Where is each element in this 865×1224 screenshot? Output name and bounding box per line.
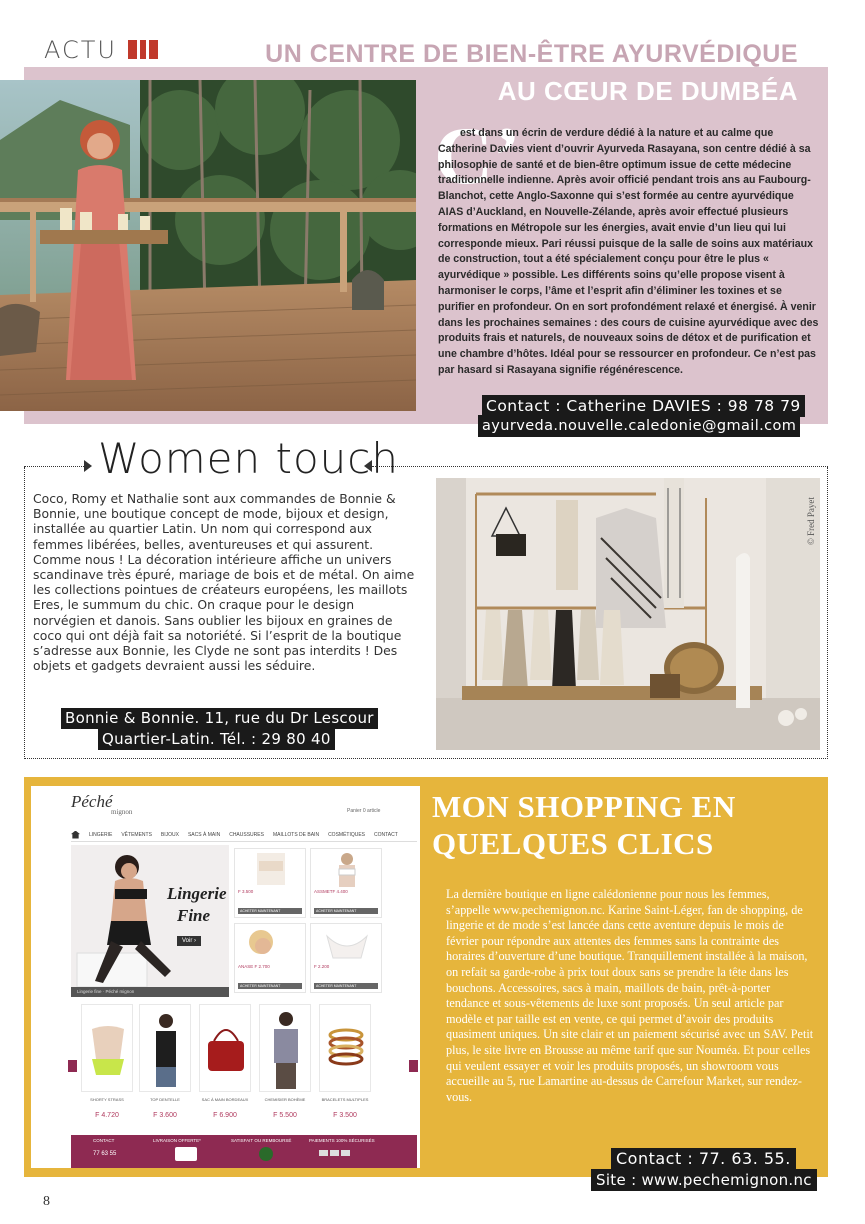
site-hero [71, 845, 229, 997]
grid-product-price: F 3.500 [238, 889, 254, 894]
frame-top-right-line [372, 466, 828, 467]
bottom-product-price: F 5.500 [273, 1112, 297, 1119]
hero-title-line1: Lingerie [167, 884, 227, 903]
footer-contact: CONTACT [93, 1138, 115, 1143]
bottom-product-image[interactable] [259, 1004, 311, 1092]
bottom-product-price: F 6.900 [213, 1112, 237, 1119]
footer-payment: PAIEMENTS 100% SÉCURISÉS [309, 1138, 375, 1143]
bottom-product-price: F 3.500 [333, 1112, 357, 1119]
page-number: 8 [43, 1194, 50, 1209]
article-body: est dans un écrin de verdure dédié à la nature et au calme que Catherine Davies vient d’ouvrir Ayurveda Rasayana, son centre dédié à sa philosophie de santé et de bien-être optimum issue de cette médecine traditionnelle indienne. Après avoir officié pendant trois ans au Faubourg-Blanchot, cette Anglo-Saxonne qui s’est formée au centre ayurvédique AIAS d’Auckland, en Nouvelle-Zélande, après avoir effectué plusieurs formations en Métropole sur les énergies, avait envie d’un lieu qui lui corresponde mieux. Pari réussi puisque de la salle de soins aux matériaux de construction, tout a été spécialement conçu pour être le plus « ayurvédique » possible. Les différents soins qu’elle propose visent à harmoniser le corps, l’âme et l’esprit afin d’éliminer les toxines et se purifier en profondeur. On en sort profondément relaxé et énergisé. À venir dans les prochaines semaines : des cours de cuisine ayurvédique avec des produits frais et naturels, de nouveaux soins de détox et de purification et une chambre d’hôtes. Idéal pour se ressourcer en profondeur. Ce n’est pas par hasard si Rasayana signifie régénérescence. [438, 127, 819, 376]
footer-delivery: LIVRAISON OFFERTE* [153, 1138, 201, 1143]
bottom-product-price: F 3.600 [153, 1112, 177, 1119]
bottom-product-image[interactable] [199, 1004, 251, 1092]
carousel-prev-button[interactable] [68, 1060, 77, 1072]
buy-button[interactable]: ACHETER MAINTENANT [314, 983, 378, 989]
payment-cards-icon [319, 1150, 350, 1156]
ayurveda-photo [0, 80, 416, 411]
grid-product[interactable] [234, 923, 306, 993]
hero-view-button[interactable]: Voir › [177, 936, 201, 946]
buy-button[interactable]: ACHETER MAINTENANT [238, 908, 302, 914]
shopping-site[interactable]: Site : www.pechemignon.nc [591, 1169, 817, 1191]
carousel-next-button[interactable] [409, 1060, 418, 1072]
arrow-right-icon [84, 460, 92, 472]
contact-phone: Contact : Catherine DAVIES : 98 78 79 [482, 395, 805, 417]
bottom-product-name: SAC À MAIN BORDEAUX [201, 1097, 249, 1102]
site-nav-item: CONTACT [374, 831, 398, 838]
site-nav-item: CHAUSSURES [229, 831, 264, 838]
bottom-product-name: BRACELETS MULTIPLES [321, 1097, 369, 1102]
bottom-product-price: F 4.720 [95, 1112, 119, 1119]
bottom-product-image[interactable] [319, 1004, 371, 1092]
grid-product[interactable] [310, 848, 382, 918]
grid-product[interactable] [234, 848, 306, 918]
site-nav-item: BIJOUX [160, 831, 179, 838]
shopping-title: MON SHOPPING EN QUELQUES CLICS [432, 789, 736, 861]
footer-sav: SATISFAIT OU REMBOURSÉ [231, 1138, 292, 1143]
boutique-address: Bonnie & Bonnie. 11, rue du Dr Lescour [61, 708, 378, 729]
site-nav-item: SACS À MAIN [187, 831, 221, 838]
grid-product-price: F 2.200 [314, 964, 330, 969]
headline-line2: AU CŒUR DE DUMBÉA [497, 76, 798, 106]
site-nav-item: LINGERIE [89, 831, 113, 838]
grid-product-price: ANASE F 2.700 [238, 964, 270, 969]
site-nav-item: VÊTEMENTS [121, 831, 152, 838]
shopping-contact: Contact : 77. 63. 55. [611, 1148, 796, 1170]
bottom-product-image[interactable] [139, 1004, 191, 1092]
site-nav-item: MAILLOTS DE BAIN [272, 831, 320, 838]
article-dropcap: C’ [434, 110, 521, 201]
truck-icon [175, 1147, 197, 1161]
site-logo-sub: mignon [111, 808, 133, 816]
section-label: ACTU [44, 36, 117, 64]
contact-email[interactable]: ayurveda.nouvelle.caledonie@gmail.com [478, 415, 800, 437]
hero-caption: Lingerie fine · Péché mignon [71, 987, 229, 997]
guarantee-badge-icon [259, 1147, 273, 1161]
site-logo: Péché [71, 792, 113, 811]
photo-credit: © Fred Payet [806, 497, 816, 545]
home-icon [71, 831, 80, 839]
boutique-photo [436, 478, 820, 750]
hero-title-line2: Fine [177, 906, 211, 925]
boutique-phone: Quartier-Latin. Tél. : 29 80 40 [98, 729, 335, 750]
grid-product-price: ASSMETF 4.400 [314, 889, 348, 894]
bottom-product-image[interactable] [81, 1004, 133, 1092]
site-footer [71, 1135, 417, 1168]
website-screenshot [31, 786, 420, 1168]
footer-phone: 77 63 55 [93, 1151, 117, 1157]
hero-title [167, 883, 227, 927]
bottom-product-name: CHEMISIER BOHÈME [264, 1097, 306, 1102]
buy-button[interactable]: ACHETER MAINTENANT [314, 908, 378, 914]
section-label-bars [128, 40, 158, 59]
shopping-body: La dernière boutique en ligne calédonienne pour nous les femmes, s’appelle www.pechemignon.nc. Karine Saint-Léger, fan de shopping, de lingerie et de mode s’est lancée dans cette aventure depuis le mois de février pour répondre aux attentes des femmes sans la contrainte des horaires d’ouverture d’une boutique. Tranquillement installée à la maison, on refait sa garde-robe à prix tout doux sans se prendre la tête dans les bouchons. Accessoires, sacs à main, maillots de bain, prêt-à-porter tendance et sous-vêtements de luxe sont proposés. Un seul article par modèle et par taille est en vente, ce qui permet d’avoir des produits quasiment uniques. Un site clair et un paiement sécurisé avec un SAV. Petit plus, le site livre en Brousse au même tarif que sur Nouméa. Et pour celles qui veulent essayer et voir les produits proposés, un showroom vous accueille au 5, rue Lamartine au-dessus de Carrefour Market, sur rendez-vous. [446, 887, 814, 1104]
frame-top-left-line [24, 466, 88, 467]
headline-line1: UN CENTRE DE BIEN-ÊTRE AYURVÉDIQUE [265, 40, 798, 68]
buy-button[interactable]: ACHETER MAINTENANT [238, 983, 302, 989]
site-nav [71, 828, 417, 842]
site-cart: Panier 0 article [347, 808, 381, 814]
grid-product[interactable] [310, 923, 382, 993]
women-touch-title: Women touch [98, 434, 399, 483]
bottom-product-name: TOP DENTELLE [150, 1097, 180, 1102]
site-nav-item: COSMÉTIQUES [328, 831, 366, 838]
bottom-product-name: SHORTY STRASS [90, 1097, 124, 1102]
women-touch-body: Coco, Romy et Nathalie sont aux commandes de Bonnie & Bonnie, une boutique concept de mode, bijoux et design, installée au quartier Latin. Un nom qui correspond aux femmes libérées, belles, aventureuses et qui assurent. Comme nous ! La décoration intérieure affiche un univers scandinave très épuré, mariage de bois et de métal. On aime les collections pointues de créateurs européens, les maillots Eres, le summum du chic. On craque pour le design norvégien et danois. Sans oublier les bijoux en graines de coco qui ont déjà fait sa notoriété. Si l’esprit de la boutique s’adresse aux Bonnie, les Clyde ne sont pas interdits ! Des objets et gadgets devraient aussi les séduire. [33, 491, 415, 674]
